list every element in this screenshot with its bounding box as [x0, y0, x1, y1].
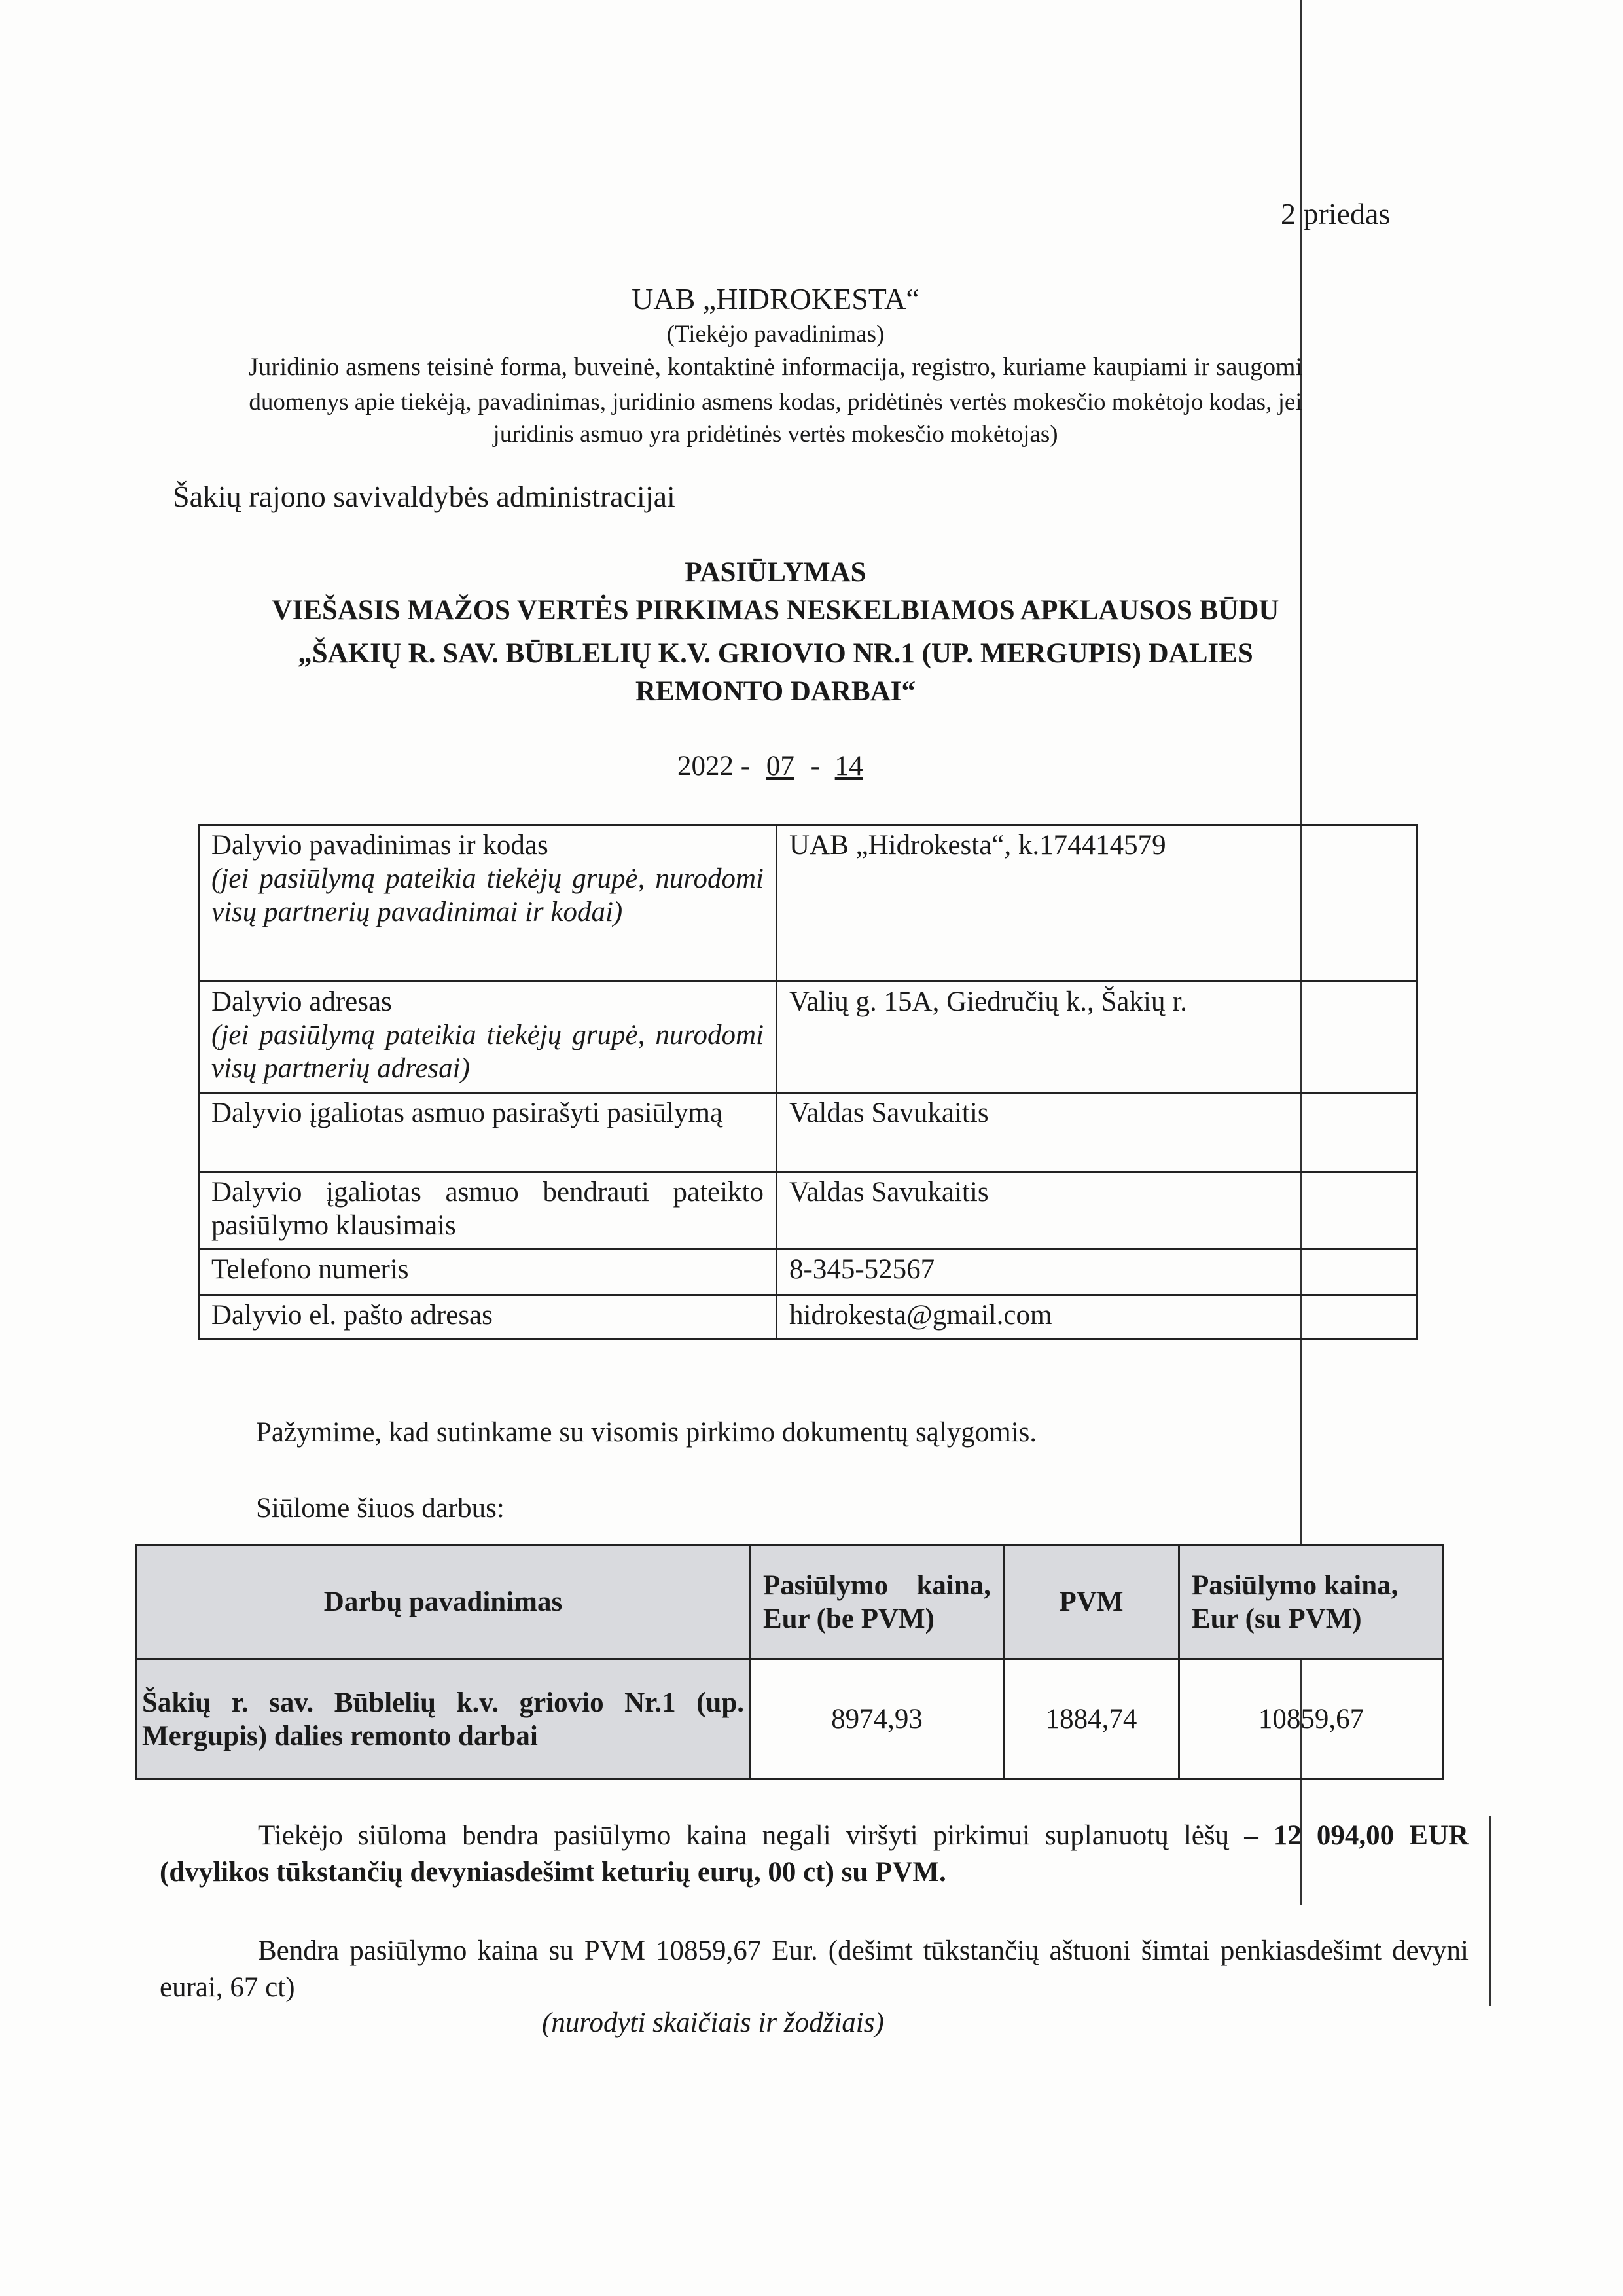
supplier-details-caption-3: juridinis asmuo yra pridėtinės vertės mokesčio mokėtojas) — [493, 421, 1058, 448]
supplier-name: UAB „HIDROKESTA“ — [632, 282, 919, 315]
work-name: Šakių r. sav. Būblelių k.v. griovio Nr.1 (up. Mergupis) dalies remonto darbai — [136, 1659, 751, 1780]
scan-margin-line — [1489, 1816, 1491, 2006]
header-vat: PVM — [1004, 1545, 1179, 1659]
table-header-row — [136, 1545, 1444, 1659]
annex-label: 2 priedas — [1281, 197, 1391, 230]
supplier-header — [144, 280, 1407, 449]
addressee: Šakių rajono savivaldybės administracijai — [173, 480, 675, 513]
header-price-excl-vat: Pasiūlymo kaina, Eur (be PVM) — [751, 1545, 1004, 1659]
row-label: Dalyvio pavadinimas ir kodas (jei pasiūlymą pateikia tiekėjų grupė, nurodomi visų partnerių pavadinimai ir kodai) — [199, 825, 777, 982]
row-label: Dalyvio įgaliotas asmuo bendrauti pateikto pasiūlymo klausimais — [199, 1172, 777, 1249]
table-row — [199, 982, 1418, 1093]
row-label: Dalyvio adresas (jei pasiūlymą pateikia tiekėjų grupė, nurodomi visų partnerių adresai) — [199, 982, 777, 1093]
table-row — [199, 1093, 1418, 1172]
date-sep: - — [810, 751, 820, 781]
limit-paragraph — [160, 1818, 1469, 1891]
title-line-4: REMONTO DARBAI“ — [635, 676, 916, 707]
row-note: (jei pasiūlymą pateikia tiekėjų grupė, nurodomi visų partnerių adresai) — [211, 1020, 764, 1084]
supplier-details-caption-2: duomenys apie tiekėją, pavadinimas, juridinio asmens kodas, pridėtinės vertės mokesčio mokėtojo kodas, jei — [249, 389, 1302, 416]
table-row — [199, 1249, 1418, 1295]
participant-table — [198, 824, 1418, 1340]
row-value: 8-345-52567 — [777, 1249, 1418, 1295]
header-price-incl-vat: Pasiūlymo kaina, Eur (su PVM) — [1179, 1545, 1444, 1659]
row-value: Valdas Savukaitis — [777, 1093, 1418, 1172]
date-year: 2022 - — [677, 751, 751, 781]
limit-text: Tiekėjo siūloma bendra pasiūlymo kaina negali viršyti pirkimui suplanuotų lėšų — [258, 1820, 1245, 1851]
total-paragraph: Bendra pasiūlymo kaina su PVM 10859,67 Eur. (dešimt tūkstančių aštuoni šimtai penkiasdešimt devyni eurai, 67 ct) — [160, 1935, 1469, 2003]
agree-text: Pažymime, kad sutinkame su visomis pirkimo dokumentų sąlygomis. — [256, 1417, 1037, 1448]
supplier-details-caption-1: Juridinio asmens teisinė forma, buveinė, kontaktinė informacija, registro, kuriame kaupiami ir saugomi — [248, 353, 1303, 381]
title-line-3: „ŠAKIŲ R. SAV. BŪBLELIŲ K.V. GRIOVIO NR.1 (UP. MERGUPIS) DALIES — [298, 638, 1253, 669]
offer-intro: Siūlome šiuos darbus: — [256, 1493, 505, 1524]
document-date — [677, 749, 871, 784]
row-label: Dalyvio el. pašto adresas — [199, 1295, 777, 1339]
row-note: (jei pasiūlymą pateikia tiekėjų grupė, nurodomi visų partnerių pavadinimai ir kodai) — [211, 863, 764, 927]
table-row — [136, 1659, 1444, 1780]
title-line-1: PASIŪLYMAS — [685, 557, 866, 588]
table-row — [199, 1295, 1418, 1339]
price-excl-vat: 8974,93 — [751, 1659, 1004, 1780]
date-day: 14 — [834, 751, 863, 781]
row-value: UAB „Hidrokesta“, k.174414579 — [777, 825, 1418, 982]
total-caption: (nurodyti skaičiais ir žodžiais) — [542, 2007, 884, 2038]
date-month: 07 — [766, 751, 794, 781]
table-row — [199, 825, 1418, 982]
supplier-name-caption: (Tiekėjo pavadinimas) — [666, 321, 885, 348]
row-value: Valdas Savukaitis — [777, 1172, 1418, 1249]
document-title — [144, 554, 1407, 711]
works-table — [135, 1544, 1444, 1780]
title-line-2: VIEŠASIS MAŽOS VERTĖS PIRKIMAS NESKELBIAMOS APKLAUSOS BŪDU — [272, 595, 1279, 626]
row-value: hidrokesta@gmail.com — [777, 1295, 1418, 1339]
vat-amount: 1884,74 — [1004, 1659, 1179, 1780]
header-work-name: Darbų pavadinimas — [136, 1545, 751, 1659]
row-label: Telefono numeris — [199, 1249, 777, 1295]
row-value: Valių g. 15A, Giedručių k., Šakių r. — [777, 982, 1418, 1093]
row-label: Dalyvio įgaliotas asmuo pasirašyti pasiūlymą — [199, 1093, 777, 1172]
price-incl-vat: 10859,67 — [1179, 1659, 1444, 1780]
limit-amount: – 12 094,00 EUR (dvylikos tūkstančių devyniasdešimt keturių eurų, 00 ct) su PVM. — [160, 1820, 1469, 1888]
table-row — [199, 1172, 1418, 1249]
